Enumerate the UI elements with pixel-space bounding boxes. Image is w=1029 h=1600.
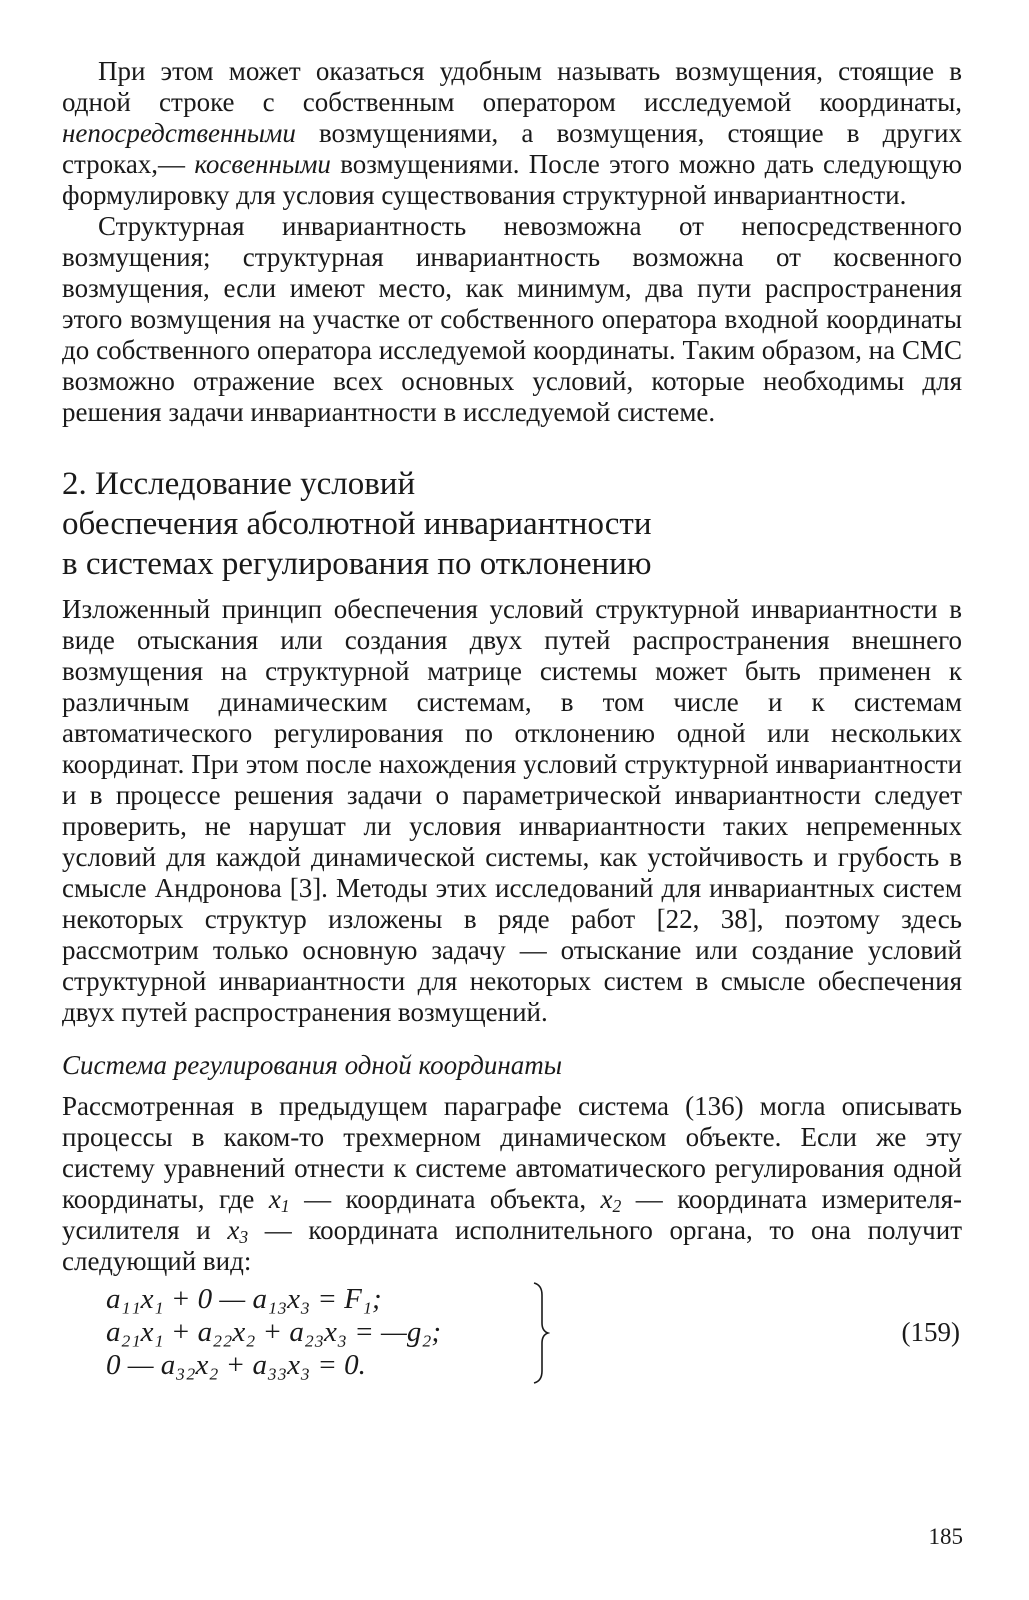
var-x1: $x_1$ [268, 1184, 290, 1216]
right-brace-icon [532, 1281, 550, 1385]
paragraph-4 [62, 1091, 962, 1277]
section-title [62, 464, 962, 584]
equation-line-1: a₁₁x₁ + 0 — a₁₃x₃ = F₁; [106, 1283, 382, 1315]
page-number: 185 [928, 1524, 963, 1549]
paragraph-1 [62, 56, 962, 211]
equation-line-3: 0 — a₃₂x₂ + a₃₃x₃ = 0. [106, 1349, 366, 1381]
paragraph-4-text-b: — координата объекта, [289, 1184, 601, 1214]
equation-lines [106, 1283, 441, 1382]
paragraph-4-text-d: — координата исполнительного органа, то она получит следующий вид: [62, 1215, 963, 1276]
paragraph-1-text-e: возмущениями. После этого можно дать следующую формулировку для условия существования структурной инвариантности. [62, 149, 962, 210]
equation-number: (159) [901, 1317, 960, 1347]
term-indirect: косвенными [194, 149, 331, 179]
section-title-line-2: обеспечения абсолютной инвариантности [62, 506, 652, 542]
var-x3: $x_3$ [227, 1215, 249, 1247]
paragraph-4-text-a: Рассмотренная в предыдущем параграфе система (136) могла описывать процессы в каком-то трехмерном динамическом объекте. Если же эту систему уравнений отнести к системе автоматического регулирования одной координаты, где [62, 1091, 962, 1214]
var-x2: $x_2$ [600, 1184, 622, 1216]
equation-system [62, 1283, 962, 1383]
term-direct: непосредственными [62, 118, 296, 148]
paragraph-1-text-c: возмущениями, а возмущения, стоящие в других строках,— [62, 118, 962, 179]
subheading: Система регулирования одной координаты [62, 1050, 563, 1080]
equation-line-2: a₂₁x₁ + a₂₂x₂ + a₂₃x₃ = —g₂; [106, 1316, 442, 1348]
section-title-line-1: 2. Исследование условий [62, 466, 416, 502]
paragraph-2: Структурная инвариантность невозможна от непосредственного возмущения; структурная инвариантность возможна от косвенного возмущения, если имеют место, как минимум, два пути распространения этого возмущения на участке от собственного оператора входной координаты до собственного оператора исследуемой координаты. Таким образом, на СМС возможно отражение всех основных условий, которые необходимы для решения задачи инвариантности в исследуемой системе. [62, 211, 962, 427]
page-body [62, 56, 962, 1383]
paragraph-3: Изложенный принцип обеспечения условий структурной инвариантности в виде отыскания или создания двух путей распространения внешнего возмущения на структурной матрице системы может быть применен к различным динамическим системам, в том числе и к системам автоматического регулирования по отклонению одной или нескольких координат. При этом после нахождения условий структурной инвариантности и в процессе решения задачи о параметрической инвариантности следует проверить, не нарушат ли условия инвариантности таких непременных условий для каждой динамической системы, как устойчивость и грубость в смысле Андронова [3]. Методы этих исследований для инвариантных систем некоторых структур изложены в ряде работ [22, 38], поэтому здесь рассмотрим только основную задачу — отыскание или создание условий структурной инвариантности для некоторых систем в смысле обеспечения двух путей распространения возмущений. [62, 594, 962, 1027]
paragraph-4-text-c: — координата измерителя-усилителя и [62, 1184, 963, 1245]
paragraph-1-text-a: При этом может оказаться удобным называть возмущения, стоящие в одной строке с собственным оператором исследуемой координаты, [62, 56, 962, 117]
section-title-line-3: в системах регулирования по отклонению [62, 546, 652, 582]
